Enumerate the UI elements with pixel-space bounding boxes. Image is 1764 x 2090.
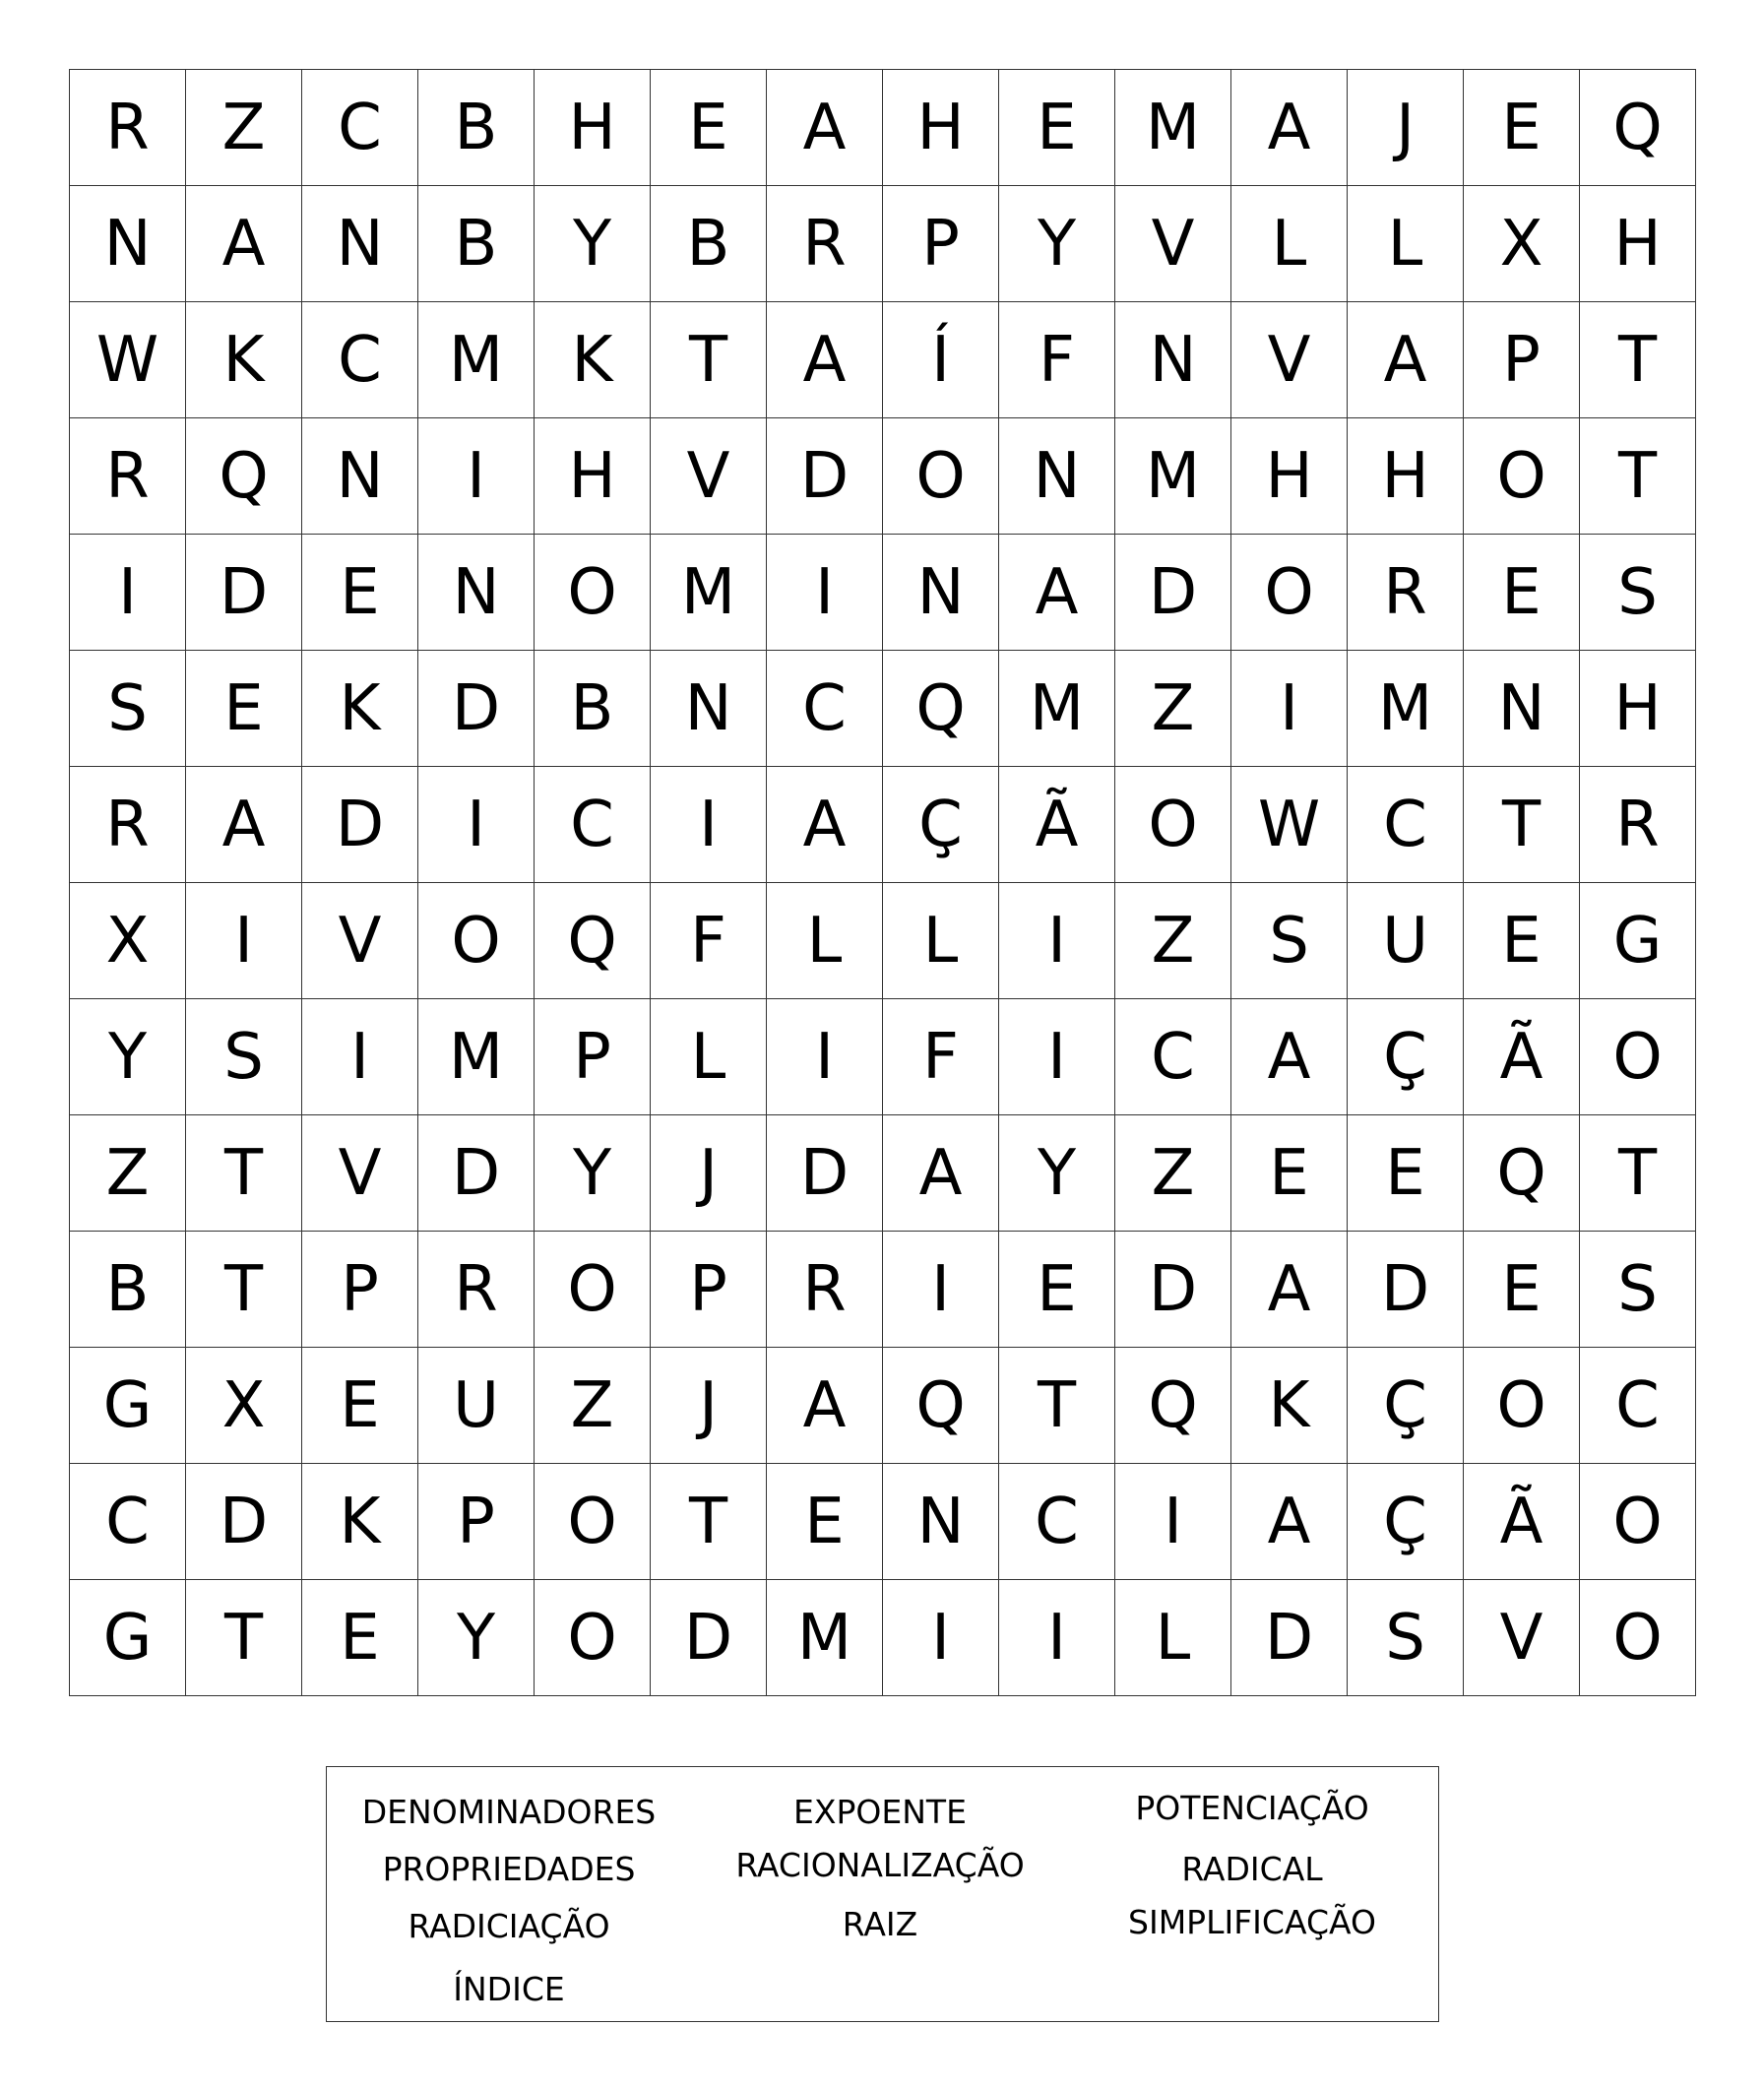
grid-cell[interactable]: L — [1348, 186, 1464, 302]
grid-cell[interactable]: E — [999, 1232, 1115, 1348]
grid-cell[interactable]: Y — [418, 1580, 535, 1696]
grid-cell[interactable]: D — [418, 1115, 535, 1232]
grid-cell[interactable]: E — [767, 1464, 883, 1580]
grid-cell[interactable]: T — [186, 1115, 302, 1232]
grid-cell[interactable]: V — [1464, 1580, 1580, 1696]
grid-cell[interactable]: T — [1580, 302, 1696, 418]
grid-cell[interactable]: T — [651, 302, 767, 418]
grid-cell[interactable]: O — [1464, 1348, 1580, 1464]
grid-cell[interactable]: E — [302, 1348, 418, 1464]
grid-cell[interactable]: D — [1348, 1232, 1464, 1348]
grid-cell[interactable]: E — [1231, 1115, 1348, 1232]
grid-cell[interactable]: E — [1464, 70, 1580, 186]
grid-cell[interactable]: M — [1115, 418, 1231, 535]
grid-cell[interactable]: Q — [883, 1348, 999, 1464]
grid-cell[interactable]: C — [1348, 767, 1464, 883]
grid-cell[interactable]: I — [999, 883, 1115, 999]
grid-cell[interactable]: H — [1231, 418, 1348, 535]
grid-cell[interactable]: J — [651, 1115, 767, 1232]
grid-cell[interactable]: T — [1464, 767, 1580, 883]
grid-cell[interactable]: E — [186, 651, 302, 767]
grid-cell[interactable]: G — [70, 1348, 186, 1464]
grid-cell[interactable]: Q — [1580, 70, 1696, 186]
grid-cell[interactable]: C — [999, 1464, 1115, 1580]
grid-cell[interactable]: S — [70, 651, 186, 767]
grid-cell[interactable]: A — [883, 1115, 999, 1232]
grid-cell[interactable]: F — [999, 302, 1115, 418]
grid-cell[interactable]: R — [70, 70, 186, 186]
grid-cell[interactable]: Z — [535, 1348, 651, 1464]
grid-cell[interactable]: I — [1115, 1464, 1231, 1580]
word-item: RACIONALIZAÇÃO — [735, 1846, 1025, 1884]
grid-cell[interactable]: U — [418, 1348, 535, 1464]
grid-cell[interactable]: N — [302, 418, 418, 535]
grid-cell[interactable]: H — [883, 70, 999, 186]
grid-cell[interactable]: M — [1115, 70, 1231, 186]
grid-cell[interactable]: Í — [883, 302, 999, 418]
grid-cell[interactable]: Ã — [999, 767, 1115, 883]
grid-cell[interactable]: B — [418, 70, 535, 186]
grid-cell[interactable]: C — [70, 1464, 186, 1580]
grid-cell[interactable]: S — [186, 999, 302, 1115]
grid-cell[interactable]: O — [1231, 535, 1348, 651]
grid-cell[interactable]: Y — [70, 999, 186, 1115]
grid-cell[interactable]: N — [302, 186, 418, 302]
grid-cell[interactable]: K — [302, 651, 418, 767]
grid-cell[interactable]: E — [302, 535, 418, 651]
grid-cell[interactable]: R — [418, 1232, 535, 1348]
grid-cell[interactable]: F — [883, 999, 999, 1115]
grid-cell[interactable]: C — [535, 767, 651, 883]
grid-cell[interactable]: A — [767, 70, 883, 186]
grid-cell[interactable]: Y — [999, 1115, 1115, 1232]
grid-cell[interactable]: S — [1580, 535, 1696, 651]
grid-cell[interactable]: Q — [883, 651, 999, 767]
grid-cell[interactable]: B — [70, 1232, 186, 1348]
grid-cell[interactable]: M — [999, 651, 1115, 767]
grid-cell[interactable]: I — [186, 883, 302, 999]
grid-cell[interactable]: T — [186, 1232, 302, 1348]
grid-cell[interactable]: Ç — [1348, 1464, 1464, 1580]
letter-grid — [69, 69, 1696, 1696]
grid-cell[interactable]: I — [302, 999, 418, 1115]
grid-cell[interactable]: S — [1580, 1232, 1696, 1348]
grid-cell[interactable]: V — [302, 1115, 418, 1232]
grid-cell[interactable]: R — [1580, 767, 1696, 883]
grid-cell[interactable]: Ç — [1348, 1348, 1464, 1464]
grid-cell[interactable]: I — [767, 999, 883, 1115]
grid-cell[interactable]: M — [767, 1580, 883, 1696]
grid-cell[interactable]: A — [1231, 70, 1348, 186]
grid-cell[interactable]: I — [999, 1580, 1115, 1696]
grid-cell[interactable]: I — [418, 767, 535, 883]
grid-cell[interactable]: D — [418, 651, 535, 767]
grid-cell[interactable]: H — [1580, 186, 1696, 302]
grid-cell[interactable]: M — [418, 999, 535, 1115]
grid-cell[interactable]: A — [1231, 999, 1348, 1115]
grid-cell[interactable]: L — [767, 883, 883, 999]
grid-cell[interactable]: I — [883, 1580, 999, 1696]
word-list-box — [326, 1766, 1439, 2022]
grid-cell[interactable]: O — [1580, 999, 1696, 1115]
grid-cell[interactable]: G — [70, 1580, 186, 1696]
grid-cell[interactable]: E — [1464, 1232, 1580, 1348]
grid-cell[interactable]: B — [651, 186, 767, 302]
grid-cell[interactable]: Ç — [1348, 999, 1464, 1115]
grid-cell[interactable]: Z — [1115, 1115, 1231, 1232]
grid-cell[interactable]: S — [1348, 1580, 1464, 1696]
grid-cell[interactable]: L — [651, 999, 767, 1115]
grid-cell[interactable]: E — [1464, 535, 1580, 651]
word-item: RAIZ — [842, 1905, 918, 1943]
grid-cell[interactable]: U — [1348, 883, 1464, 999]
grid-cell[interactable]: P — [302, 1232, 418, 1348]
grid-cell[interactable]: K — [1231, 1348, 1348, 1464]
word-item: PROPRIEDADES — [382, 1850, 636, 1888]
grid-cell[interactable]: N — [1464, 651, 1580, 767]
grid-cell[interactable]: V — [1115, 186, 1231, 302]
grid-cell[interactable]: J — [651, 1348, 767, 1464]
grid-cell[interactable]: X — [1464, 186, 1580, 302]
grid-cell[interactable]: L — [1231, 186, 1348, 302]
grid-cell[interactable]: C — [1580, 1348, 1696, 1464]
grid-cell[interactable]: A — [1231, 1464, 1348, 1580]
grid-cell[interactable]: Q — [186, 418, 302, 535]
grid-cell[interactable]: E — [1464, 883, 1580, 999]
grid-cell[interactable]: Q — [1115, 1348, 1231, 1464]
grid-cell[interactable]: K — [302, 1464, 418, 1580]
grid-cell[interactable]: O — [535, 535, 651, 651]
grid-cell[interactable]: D — [767, 418, 883, 535]
grid-cell[interactable]: O — [1115, 767, 1231, 883]
grid-cell[interactable]: A — [186, 767, 302, 883]
grid-cell[interactable]: N — [418, 535, 535, 651]
grid-cell[interactable]: I — [999, 999, 1115, 1115]
grid-cell[interactable]: O — [535, 1232, 651, 1348]
grid-cell[interactable]: D — [186, 1464, 302, 1580]
grid-cell[interactable]: A — [186, 186, 302, 302]
grid-cell[interactable]: Q — [535, 883, 651, 999]
grid-cell[interactable]: D — [1231, 1580, 1348, 1696]
grid-cell[interactable]: B — [418, 186, 535, 302]
grid-cell[interactable]: P — [418, 1464, 535, 1580]
grid-cell[interactable]: V — [1231, 302, 1348, 418]
grid-cell[interactable]: T — [999, 1348, 1115, 1464]
grid-cell[interactable]: T — [1580, 418, 1696, 535]
grid-cell[interactable]: L — [1115, 1580, 1231, 1696]
grid-cell[interactable]: D — [186, 535, 302, 651]
grid-cell[interactable]: W — [70, 302, 186, 418]
grid-cell[interactable]: O — [535, 1464, 651, 1580]
grid-cell[interactable]: M — [418, 302, 535, 418]
grid-cell[interactable]: E — [999, 70, 1115, 186]
grid-cell[interactable]: H — [1348, 418, 1464, 535]
grid-cell[interactable]: O — [1580, 1464, 1696, 1580]
grid-cell[interactable]: O — [1580, 1580, 1696, 1696]
grid-cell[interactable]: V — [302, 883, 418, 999]
word-item: DENOMINADORES — [361, 1793, 657, 1831]
grid-cell[interactable]: C — [767, 651, 883, 767]
grid-cell[interactable]: N — [883, 535, 999, 651]
grid-cell[interactable]: H — [1580, 651, 1696, 767]
grid-cell[interactable]: T — [186, 1580, 302, 1696]
grid-cell[interactable]: I — [767, 535, 883, 651]
word-item: SIMPLIFICAÇÃO — [1128, 1903, 1376, 1941]
grid-cell[interactable]: I — [883, 1232, 999, 1348]
grid-cell[interactable]: Ã — [1464, 1464, 1580, 1580]
grid-cell[interactable]: K — [535, 302, 651, 418]
word-item: POTENCIAÇÃO — [1135, 1789, 1369, 1827]
grid-cell[interactable]: A — [767, 1348, 883, 1464]
grid-cell[interactable]: C — [302, 302, 418, 418]
grid-cell[interactable]: C — [302, 70, 418, 186]
grid-cell[interactable]: X — [70, 883, 186, 999]
grid-cell[interactable]: K — [186, 302, 302, 418]
grid-cell[interactable]: S — [1231, 883, 1348, 999]
grid-cell[interactable]: D — [1115, 535, 1231, 651]
word-item: EXPOENTE — [793, 1793, 967, 1831]
grid-cell[interactable]: Z — [1115, 651, 1231, 767]
grid-cell[interactable]: W — [1231, 767, 1348, 883]
grid-cell[interactable]: Y — [535, 186, 651, 302]
grid-cell[interactable]: Ç — [883, 767, 999, 883]
grid-cell[interactable]: D — [1115, 1232, 1231, 1348]
grid-cell[interactable]: A — [999, 535, 1115, 651]
word-item: RADICAL — [1181, 1850, 1323, 1888]
grid-cell[interactable]: A — [767, 302, 883, 418]
grid-cell[interactable]: Z — [70, 1115, 186, 1232]
grid-cell[interactable]: N — [651, 651, 767, 767]
grid-cell[interactable]: T — [1580, 1115, 1696, 1232]
grid-cell[interactable]: O — [418, 883, 535, 999]
grid-cell[interactable]: J — [1348, 70, 1464, 186]
grid-cell[interactable]: O — [535, 1580, 651, 1696]
grid-cell[interactable]: R — [70, 418, 186, 535]
grid-cell[interactable]: I — [418, 418, 535, 535]
grid-cell[interactable]: P — [535, 999, 651, 1115]
grid-cell[interactable]: P — [883, 186, 999, 302]
grid-cell[interactable]: P — [1464, 302, 1580, 418]
grid-cell[interactable]: P — [651, 1232, 767, 1348]
grid-cell[interactable]: E — [651, 70, 767, 186]
grid-cell[interactable]: N — [1115, 302, 1231, 418]
grid-cell[interactable]: R — [70, 767, 186, 883]
grid-cell[interactable]: Z — [1115, 883, 1231, 999]
grid-cell[interactable]: R — [767, 1232, 883, 1348]
grid-cell[interactable]: Q — [1464, 1115, 1580, 1232]
grid-cell[interactable]: C — [1115, 999, 1231, 1115]
word-item: RADICIAÇÃO — [408, 1907, 610, 1945]
grid-cell[interactable]: Z — [186, 70, 302, 186]
grid-cell[interactable]: T — [651, 1464, 767, 1580]
grid-cell[interactable]: X — [186, 1348, 302, 1464]
grid-cell[interactable]: O — [883, 418, 999, 535]
grid-cell[interactable]: E — [1348, 1115, 1464, 1232]
grid-cell[interactable]: I — [70, 535, 186, 651]
grid-cell[interactable]: H — [535, 70, 651, 186]
grid-cell[interactable]: N — [999, 418, 1115, 535]
grid-cell[interactable]: L — [883, 883, 999, 999]
grid-cell[interactable]: Y — [999, 186, 1115, 302]
grid-cell[interactable]: H — [535, 418, 651, 535]
grid-cell[interactable]: R — [767, 186, 883, 302]
grid-cell[interactable]: M — [651, 535, 767, 651]
grid-cell[interactable]: A — [767, 767, 883, 883]
grid-cell[interactable]: I — [651, 767, 767, 883]
grid-cell[interactable]: F — [651, 883, 767, 999]
grid-cell[interactable]: G — [1580, 883, 1696, 999]
grid-cell[interactable]: D — [767, 1115, 883, 1232]
grid-cell[interactable]: Ã — [1464, 999, 1580, 1115]
grid-cell[interactable]: N — [70, 186, 186, 302]
grid-cell[interactable]: A — [1231, 1232, 1348, 1348]
grid-cell[interactable]: E — [302, 1580, 418, 1696]
word-item: ÍNDICE — [453, 1970, 565, 2008]
grid-cell[interactable]: A — [1348, 302, 1464, 418]
grid-cell[interactable]: Y — [535, 1115, 651, 1232]
grid-cell[interactable]: M — [1348, 651, 1464, 767]
grid-cell[interactable]: I — [1231, 651, 1348, 767]
grid-cell[interactable]: V — [651, 418, 767, 535]
grid-cell[interactable]: O — [1464, 418, 1580, 535]
grid-cell[interactable]: D — [651, 1580, 767, 1696]
grid-cell[interactable]: R — [1348, 535, 1464, 651]
grid-cell[interactable]: D — [302, 767, 418, 883]
grid-cell[interactable]: N — [883, 1464, 999, 1580]
grid-cell[interactable]: B — [535, 651, 651, 767]
